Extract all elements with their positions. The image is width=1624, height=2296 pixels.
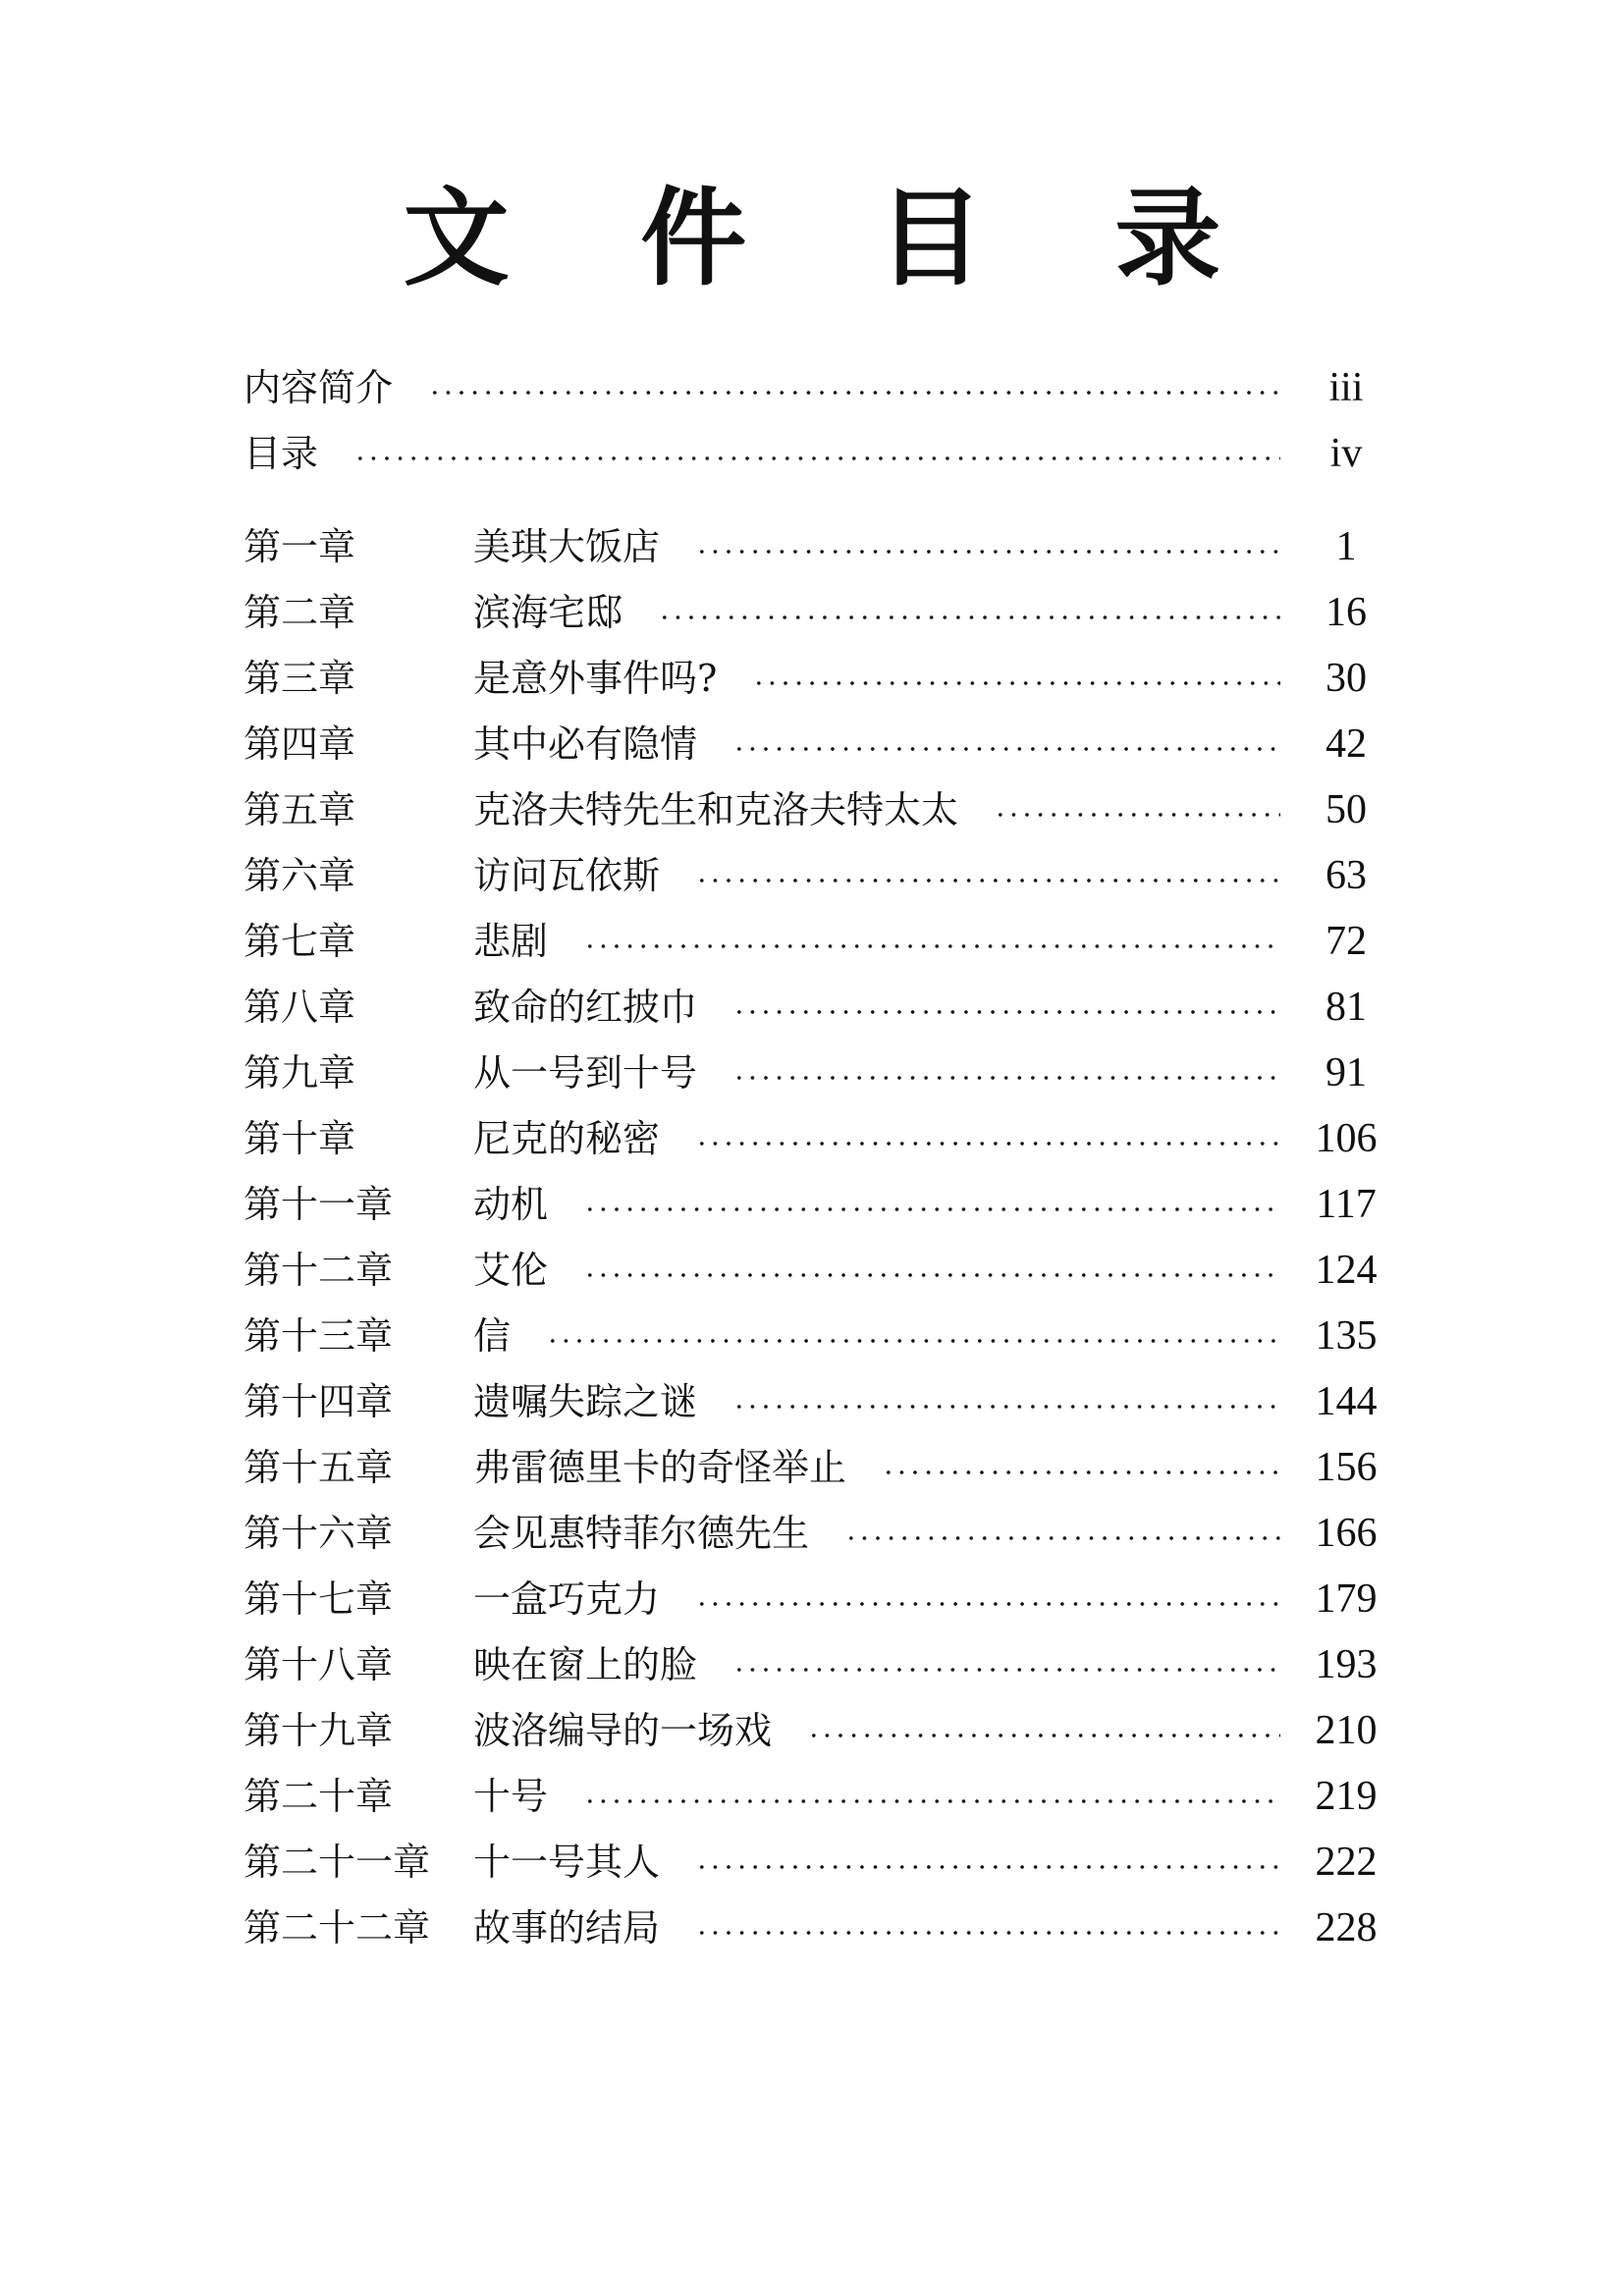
chapter-title: 映在窗上的脸 — [473, 1643, 698, 1686]
dot-leader — [695, 1865, 1280, 1869]
toc-chapter-entry[interactable] — [244, 1041, 1390, 1106]
toc-page-number: 50 — [1326, 787, 1367, 832]
toc-chapter-entry[interactable] — [244, 1435, 1390, 1501]
toc-chapter-entry[interactable] — [244, 1369, 1390, 1435]
toc-page-number: 106 — [1315, 1116, 1378, 1161]
dot-leader — [752, 681, 1280, 685]
chapter-number: 第十三章 — [244, 1314, 394, 1358]
chapter-number: 第二十二章 — [244, 1906, 431, 1949]
toc-page-number: 193 — [1315, 1642, 1378, 1687]
chapter-number: 第六章 — [244, 854, 356, 897]
toc-page-number: 63 — [1326, 853, 1367, 898]
chapter-number: 第十七章 — [244, 1577, 394, 1621]
dot-leader — [732, 747, 1280, 751]
chapter-number: 第十九章 — [244, 1709, 394, 1752]
chapter-number: 第五章 — [244, 788, 356, 831]
dot-leader — [695, 1931, 1280, 1935]
chapter-title: 致命的红披巾 — [473, 986, 698, 1029]
dot-leader — [732, 1010, 1280, 1014]
chapter-number: 第二十章 — [244, 1775, 394, 1818]
dot-leader — [732, 1405, 1280, 1409]
toc-chapter-entry[interactable] — [244, 1632, 1390, 1698]
toc-chapter-entry[interactable] — [244, 1238, 1390, 1304]
toc-chapter-entry[interactable] — [244, 975, 1390, 1041]
chapter-number: 第十章 — [244, 1117, 356, 1160]
chapter-title: 滨海宅邸 — [473, 591, 623, 634]
chapter-title: 故事的结局 — [473, 1906, 661, 1949]
chapter-title: 十一号其人 — [473, 1841, 661, 1884]
chapter-number: 第十二章 — [244, 1249, 394, 1292]
chapter-title: 从一号到十号 — [473, 1051, 698, 1095]
chapter-title: 信 — [473, 1314, 512, 1358]
chapter-title: 尼克的秘密 — [473, 1117, 661, 1160]
dot-leader — [546, 1339, 1280, 1343]
chapter-number: 第二十一章 — [244, 1841, 431, 1884]
toc-chapter-entry[interactable] — [244, 1501, 1390, 1567]
toc-page-number: 72 — [1326, 919, 1367, 964]
chapter-title: 克洛夫特先生和克洛夫特太太 — [473, 788, 959, 831]
toc-page-number: 210 — [1315, 1708, 1378, 1753]
toc-page-number: 144 — [1315, 1379, 1378, 1424]
chapter-number: 第十四章 — [244, 1380, 394, 1423]
toc-chapter-entry[interactable] — [244, 1106, 1390, 1172]
toc-entry-intro[interactable] — [244, 355, 1390, 421]
toc-chapter-entry[interactable] — [244, 1698, 1390, 1764]
toc-page-number: 117 — [1316, 1182, 1377, 1227]
chapter-number: 第十五章 — [244, 1446, 394, 1489]
toc-page-number: 42 — [1326, 721, 1367, 767]
toc-chapter-entry[interactable] — [244, 1896, 1390, 1961]
chapter-title: 美琪大饭店 — [473, 525, 661, 568]
chapter-title: 艾伦 — [473, 1249, 549, 1292]
toc-page-number: iii — [1328, 365, 1364, 410]
toc-page-number: 156 — [1315, 1445, 1378, 1490]
toc-chapter-entry[interactable] — [244, 580, 1390, 646]
chapter-title: 访问瓦依斯 — [473, 854, 661, 897]
dot-leader — [353, 456, 1280, 460]
toc-page-number: 135 — [1315, 1313, 1378, 1359]
dot-leader — [732, 1076, 1280, 1080]
toc-page-number: 124 — [1315, 1248, 1378, 1293]
toc-page-number: 219 — [1315, 1774, 1378, 1819]
toc-chapter-entry[interactable] — [244, 909, 1390, 975]
chapter-list — [244, 514, 1390, 1961]
chapter-number: 第十六章 — [244, 1512, 394, 1555]
toc-chapter-entry[interactable] — [244, 1764, 1390, 1830]
dot-leader — [844, 1536, 1280, 1540]
toc-page-number: 30 — [1326, 656, 1367, 701]
toc-page-number: 222 — [1315, 1840, 1378, 1885]
chapter-number: 第三章 — [244, 657, 356, 700]
toc-page-number: iv — [1329, 431, 1363, 476]
chapter-title: 会见惠特菲尔德先生 — [473, 1512, 810, 1555]
toc-page-number: 91 — [1326, 1050, 1367, 1095]
chapter-title: 动机 — [473, 1183, 549, 1226]
toc-page-number: 228 — [1315, 1905, 1378, 1950]
dot-leader — [583, 944, 1280, 948]
chapter-title: 弗雷德里卡的奇怪举止 — [473, 1446, 847, 1489]
section-gap — [244, 487, 1390, 514]
dot-leader — [994, 813, 1280, 817]
chapter-number: 第四章 — [244, 722, 356, 766]
chapter-number: 第七章 — [244, 920, 356, 963]
chapter-number: 第二章 — [244, 591, 356, 634]
toc-entry-contents[interactable] — [244, 421, 1390, 487]
chapter-title: 是意外事件吗? — [473, 657, 718, 700]
chapter-number: 第十一章 — [244, 1183, 394, 1226]
dot-leader — [695, 879, 1280, 882]
chapter-number: 第八章 — [244, 986, 356, 1029]
dot-leader — [583, 1273, 1280, 1277]
toc-chapter-entry[interactable] — [244, 712, 1390, 777]
toc-chapter-entry[interactable] — [244, 1304, 1390, 1369]
toc-chapter-entry[interactable] — [244, 514, 1390, 580]
dot-leader — [428, 391, 1280, 395]
dot-leader — [583, 1799, 1280, 1803]
toc-chapter-entry[interactable] — [244, 1172, 1390, 1238]
toc-chapter-entry[interactable] — [244, 843, 1390, 909]
dot-leader — [583, 1207, 1280, 1211]
dot-leader — [658, 615, 1280, 619]
dot-leader — [807, 1734, 1280, 1737]
chapter-number: 第十八章 — [244, 1643, 394, 1686]
toc-page-number: 1 — [1335, 524, 1357, 569]
toc-chapter-entry[interactable] — [244, 646, 1390, 712]
toc-entry-label: 目录 — [244, 432, 319, 475]
chapter-title: 一盒巧克力 — [473, 1577, 661, 1621]
chapter-title: 悲剧 — [473, 920, 549, 963]
toc-entry-label: 内容简介 — [244, 366, 394, 409]
toc-chapter-entry[interactable] — [244, 1830, 1390, 1896]
dot-leader — [695, 1602, 1280, 1606]
toc-page-number: 179 — [1315, 1576, 1378, 1622]
chapter-title: 其中必有隐情 — [473, 722, 698, 766]
page-title: 文 件 目 录 — [403, 177, 1269, 300]
chapter-title: 十号 — [473, 1775, 549, 1818]
toc-page-number: 166 — [1315, 1511, 1378, 1556]
toc-chapter-entry[interactable] — [244, 1567, 1390, 1632]
chapter-number: 第九章 — [244, 1051, 356, 1095]
chapter-number: 第一章 — [244, 525, 356, 568]
chapter-title: 波洛编导的一场戏 — [473, 1709, 773, 1752]
chapter-title: 遗嘱失踪之谜 — [473, 1380, 698, 1423]
dot-leader — [695, 1142, 1280, 1146]
toc-page-number: 81 — [1326, 985, 1367, 1030]
dot-leader — [882, 1470, 1280, 1474]
toc-chapter-entry[interactable] — [244, 777, 1390, 843]
table-of-contents — [244, 355, 1390, 1961]
dot-leader — [695, 550, 1280, 554]
dot-leader — [732, 1668, 1280, 1672]
toc-page-number: 16 — [1326, 590, 1367, 635]
